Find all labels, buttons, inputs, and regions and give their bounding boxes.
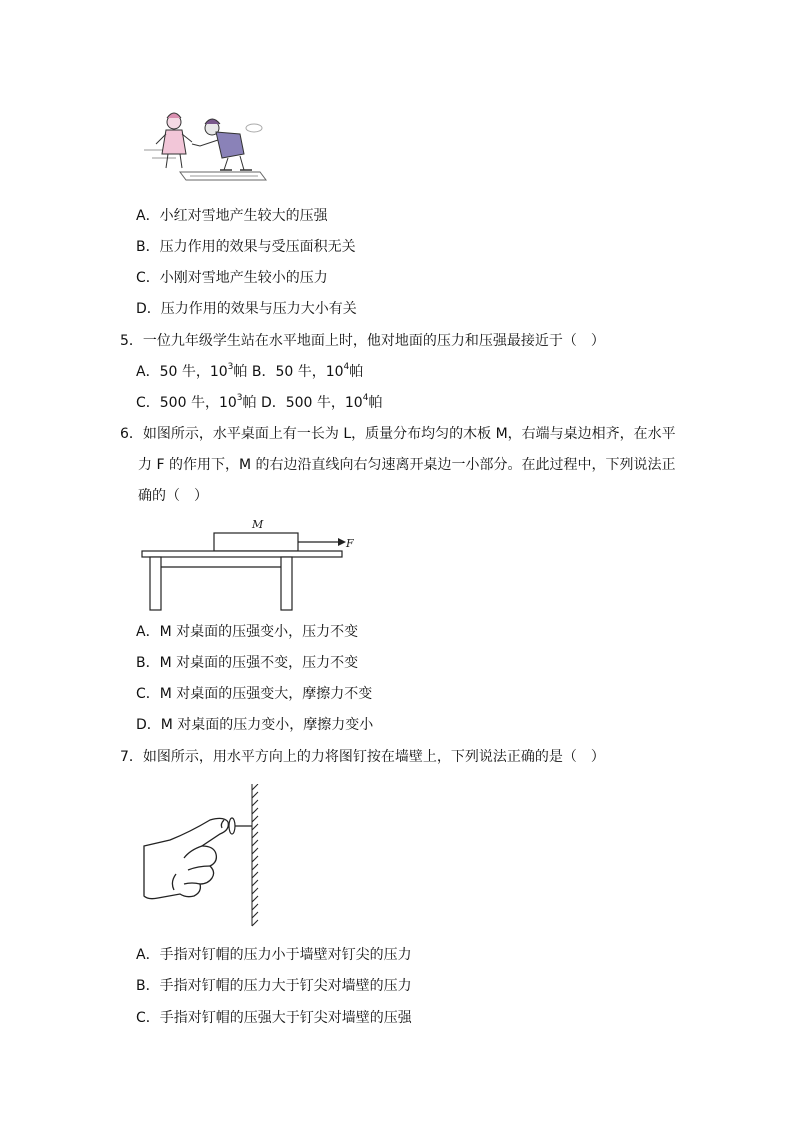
snow-illustration [140,106,272,186]
option-text: 帕 [349,364,364,380]
q4-option-a[interactable] [136,206,328,226]
q4-option-c[interactable] [136,268,328,288]
option-letter: C． [136,1010,160,1026]
option-letter: D． [136,301,161,317]
option-text: M 对桌面的压强变大，摩擦力不变 [159,686,373,702]
q5-options-row-1[interactable] [136,362,363,382]
option-letter: B． [136,655,160,671]
board-label: M [252,518,264,531]
force-label: F [346,537,354,550]
q7-option-b[interactable] [136,976,412,996]
option-text: C．500 牛，10 [136,395,237,411]
q6-stem-line-3: 确的（ ） [138,488,208,504]
table-top [142,551,342,557]
board-m [214,533,298,551]
q4-option-b[interactable] [136,237,356,257]
option-text: 压力作用的效果与受压面积无关 [159,239,356,255]
q4-option-d[interactable] [136,299,357,319]
option-text: M 对桌面的压力变小，摩擦力变小 [160,717,374,733]
q6-option-a[interactable] [136,622,358,642]
option-letter: A． [136,208,160,224]
table-leg-left [150,557,161,610]
q5-options-row-2[interactable] [136,393,382,413]
force-arrow-head [338,538,346,546]
option-text: M 对桌面的压强不变，压力不变 [159,655,359,671]
option-letter: C． [136,686,160,702]
option-letter: A． [136,947,160,963]
table-leg-right [281,557,292,610]
option-text: M 对桌面的压强变小，压力不变 [159,624,359,640]
hand [144,818,228,898]
exponent: 4 [343,362,350,373]
thumb-pushpin-diagram [140,784,265,928]
option-text: 小刚对雪地产生较小的压力 [159,270,328,286]
q6-option-d[interactable] [136,715,373,735]
q5-stem: 5．一位九年级学生站在水平地面上时，他对地面的压力和压强最接近于（ ） [120,333,605,349]
q7-option-a[interactable] [136,945,412,965]
option-text: 小红对雪地产生较大的压强 [159,208,328,224]
option-text: 帕 B．50 牛，10 [233,364,344,380]
option-letter: B． [136,239,160,255]
option-text: 手指对钉帽的压强大于钉尖对墙壁的压强 [159,1010,412,1026]
option-text: A．50 牛，10 [136,364,228,380]
option-text: 手指对钉帽的压力大于钉尖对墙壁的压力 [159,978,412,994]
option-text: 帕 D．500 牛，10 [242,395,363,411]
q7-stem: 7．如图所示，用水平方向上的力将图钉按在墙壁上，下列说法正确的是（ ） [120,749,605,765]
exponent: 3 [236,393,243,404]
pushpin [229,818,252,834]
exponent: 4 [362,393,369,404]
exponent: 3 [227,362,234,373]
q6-option-b[interactable] [136,653,358,673]
option-letter: A． [136,624,160,640]
q6-option-c[interactable] [136,684,372,704]
option-text: 手指对钉帽的压力小于墙壁对钉尖的压力 [159,947,412,963]
wall [252,784,258,926]
option-text: 帕 [368,395,383,411]
q7-option-c[interactable] [136,1008,412,1028]
q6-stem-line-2: 力 F 的作用下，M 的右边沿直线向右匀速离开桌边一小部分。在此过程中，下列说法正 [138,457,676,473]
option-letter: B． [136,978,160,994]
table-board-diagram [140,514,370,614]
option-text: 压力作用的效果与压力大小有关 [160,301,357,317]
option-letter: D． [136,717,161,733]
option-letter: C． [136,270,160,286]
q6-stem-line-1: 6．如图所示，水平桌面上有一长为 L，质量分布均匀的木板 M，右端与桌边相齐，在水平 [120,426,676,442]
